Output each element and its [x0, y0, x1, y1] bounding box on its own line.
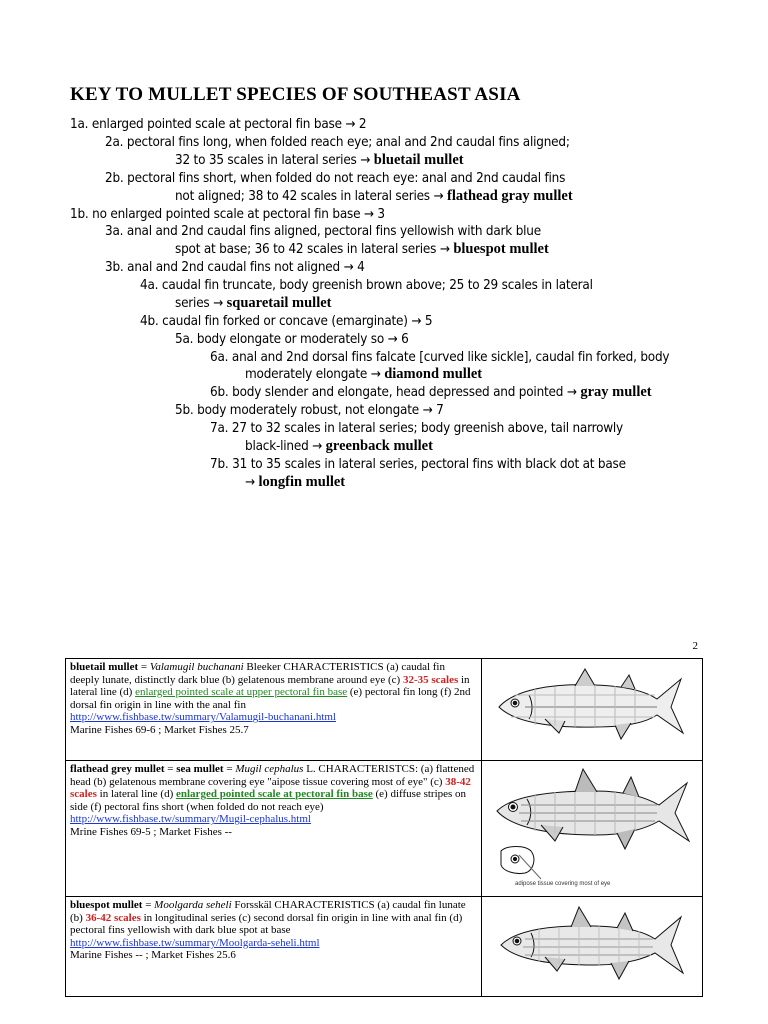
- separator: =: [138, 661, 150, 673]
- scale-count: 36-42 scales: [85, 911, 141, 924]
- species-row: [66, 897, 703, 997]
- fishbase-link[interactable]: http://www.fishbase.tw/summary/Valamugil-buchanani.html: [70, 711, 336, 724]
- characteristics-text: L. CHARACTERISTCS: (a) flattened head (b) gelatenous membrane covering eye "aipose tissue covering most of eye" (c): [70, 763, 475, 788]
- fish-illustration-cell: [482, 659, 703, 761]
- key-line: 7a. 27 to 32 scales in lateral series; body greenish above, tail narrowly: [210, 421, 623, 436]
- characteristics-text: (e) pectoral fin long (f) 2nd dorsal fin origin in line with the anal fin: [70, 686, 471, 711]
- characteristics-text: in lateral line (d): [96, 788, 176, 801]
- key-line: not aligned; 38 to 42 scales in lateral series → flathead gray mullet: [175, 188, 573, 204]
- references-text: Marine Fishes -- ; Market Fishes 25.6: [70, 949, 236, 962]
- species-table: [65, 658, 703, 997]
- characteristics-text: in lateral line (d): [70, 673, 470, 699]
- fish-illustration-cell: [482, 761, 703, 897]
- scale-note: enlarged pointed scale at pectoral fin base: [176, 788, 373, 801]
- key-line: series → squaretail mullet: [175, 295, 332, 311]
- fish-illustration-cell: [482, 897, 703, 997]
- scale-count: 38-42 scales: [70, 775, 471, 801]
- species-row: [66, 761, 703, 897]
- page-number: 2: [692, 640, 698, 652]
- alternate-name: sea mullet: [176, 763, 224, 775]
- bluetail-mullet-illustration: [485, 659, 699, 755]
- key-line: 32 to 35 scales in lateral series → bluetail mullet: [175, 152, 464, 168]
- key-line: spot at base; 36 to 42 scales in lateral series → bluespot mullet: [175, 241, 549, 257]
- separator: =: [142, 899, 155, 911]
- key-line: black-lined → greenback mullet: [245, 438, 433, 454]
- fishbase-link[interactable]: http://www.fishbase.tw/summary/Mugil-cephalus.html: [70, 813, 311, 826]
- species-description: [66, 897, 482, 997]
- scientific-name: Valamugil buchanani: [149, 661, 244, 673]
- key-line: 1a. enlarged pointed scale at pectoral fin base → 2: [70, 117, 367, 132]
- references-text: Mrine Fishes 69-5 ; Market Fishes --: [70, 825, 232, 838]
- key-line: 6b. body slender and elongate, head depressed and pointed → gray mullet: [210, 384, 652, 400]
- key-line: 5a. body elongate or moderately so → 6: [175, 332, 409, 347]
- characteristics-text: in longitudinal series (c) second dorsal fin origin in line with anal fin (d) pectoral fins yellowish with dark blue spot at base: [70, 911, 463, 937]
- bluespot-mullet-illustration: [485, 897, 699, 991]
- fishbase-link[interactable]: http://www.fishbase.tw/summary/Moolgarda-seheli.html: [70, 936, 320, 949]
- key-line: → longfin mullet: [245, 474, 346, 490]
- species-description: [66, 659, 482, 761]
- common-name: bluespot mullet: [70, 899, 143, 911]
- separator: =: [164, 763, 177, 775]
- key-line: 7b. 31 to 35 scales in lateral series, pectoral fins with black dot at base: [210, 457, 626, 472]
- key-line: 4a. caudal fin truncate, body greenish brown above; 25 to 29 scales in lateral: [140, 278, 593, 293]
- characteristics-text: (e) diffuse stripes on side (f) pectoral fins short (when folded do not reach eye): [70, 788, 467, 813]
- key-line: 2b. pectoral fins short, when folded do not reach eye: anal and 2nd caudal fins: [105, 171, 566, 186]
- common-name: flathead grey mullet: [70, 763, 165, 775]
- key-line: 3a. anal and 2nd caudal fins aligned, pectoral fins yellowish with dark blue: [105, 224, 541, 239]
- key-line: 1b. no enlarged pointed scale at pectoral fin base → 3: [70, 207, 385, 222]
- key-line: 6a. anal and 2nd dorsal fins falcate [curved like sickle], caudal fin forked, body: [210, 350, 670, 365]
- scientific-name: Moolgarda seheli: [154, 899, 232, 911]
- key-line: 5b. body moderately robust, not elongate → 7: [175, 403, 444, 418]
- separator: =: [223, 763, 236, 775]
- references-text: Marine Fishes 69-6 ; Market Fishes 25.7: [70, 723, 249, 736]
- characteristics-text: Forsskäl CHARACTERISTICS (a) caudal fin lunate (b): [70, 899, 466, 924]
- key-line: 3b. anal and 2nd caudal fins not aligned → 4: [105, 260, 365, 275]
- characteristics-text: Bleeker CHARACTERISTICS (a) caudal fin deeply lunate, distinctly dark blue (b) gelatenous membrane around eye (c): [70, 661, 445, 686]
- key-line: 2a. pectoral fins long, when folded reach eye; anal and 2nd caudal fins aligned;: [105, 135, 570, 150]
- flathead-grey-mullet-illustration: [485, 761, 699, 891]
- species-description: [66, 761, 482, 897]
- page-title: KEY TO MULLET SPECIES OF SOUTHEAST ASIA: [70, 84, 521, 105]
- scientific-name: Mugil cephalus: [235, 763, 304, 775]
- image-caption: adipose tissue covering most of eye: [515, 881, 611, 887]
- scale-count: 32-35 scales: [402, 673, 459, 686]
- species-row: [66, 659, 703, 761]
- scale-note: enlarged pointed scale at upper pectoral fin base: [135, 686, 348, 699]
- key-line: 4b. caudal fin forked or concave (emarginate) → 5: [140, 314, 433, 329]
- common-name: bluetail mullet: [70, 661, 139, 673]
- key-line: moderately elongate → diamond mullet: [245, 366, 483, 382]
